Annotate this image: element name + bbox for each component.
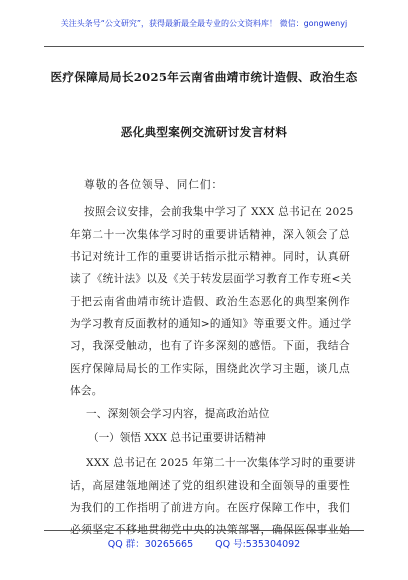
paragraph-line: 于把云南省曲靖市统计造假、政治生态恶化的典型案例作 (70, 296, 350, 308)
paragraph-line: XXX 总书记在 2025 年第二十一次集体学习时的重要讲 (86, 457, 356, 469)
footer-divider (44, 530, 364, 531)
paragraph-line: 书记对统计工作的重要讲话指示批示精神。同时，认真研 (70, 251, 350, 263)
paragraph-line: 年第二十一次集体学习时的重要讲话精神，深入领会了总 (70, 229, 350, 241)
footer-qq-group: QQ 群：30265665 (107, 539, 194, 550)
footer (0, 536, 408, 550)
subsection-heading-1: （一）领悟 XXX 总书记重要讲话精神 (88, 432, 266, 444)
salutation: 尊敬的各位领导、同仁们： (84, 179, 224, 191)
document-title-line-1: 医疗保障局局长2025年云南省曲靖市统计造假、政治生态 (50, 70, 358, 84)
paragraph-line: 医疗保障局局长的工作实际，围绕此次学习主题，谈几点 (70, 363, 350, 375)
section-heading-1: 一、深刻领会学习内容，提高政治站位 (86, 408, 270, 420)
document-title-line-2: 恶化典型案例交流研讨发言材料 (120, 125, 288, 139)
paragraph-line: 为学习教育反面教材的通知>的通知》等重要文件。通过学 (70, 318, 352, 330)
header-divider (44, 46, 364, 47)
paragraph-line: 必须坚定不移地贯彻党中央的决策部署，确保医保事业始 (70, 524, 350, 536)
paragraph-line: 读了《统计法》以及《关于转发层面学习教育工作专班<关 (70, 273, 352, 285)
footer-qq-number: QQ 号:535304092 (215, 539, 301, 550)
top-banner: 关注头条号“公文研究”，获得最新最全最专业的公文资料库！ 微信：gongwenyj (60, 18, 348, 28)
paragraph-line: 按照会议安排，会前我集中学习了 XXX 总书记在 2025 (84, 206, 354, 218)
paragraph-line: 习，我深受触动，也有了许多深刻的感悟。下面，我结合 (70, 340, 350, 352)
paragraph-line: 话，高屋建瓴地阐述了党的组织建设和全面领导的重要性 (70, 480, 350, 492)
paragraph-line: 为我们的工作指明了前进方向。在医疗保障工作中，我们 (70, 502, 350, 514)
paragraph-line: 体会。 (70, 385, 103, 397)
